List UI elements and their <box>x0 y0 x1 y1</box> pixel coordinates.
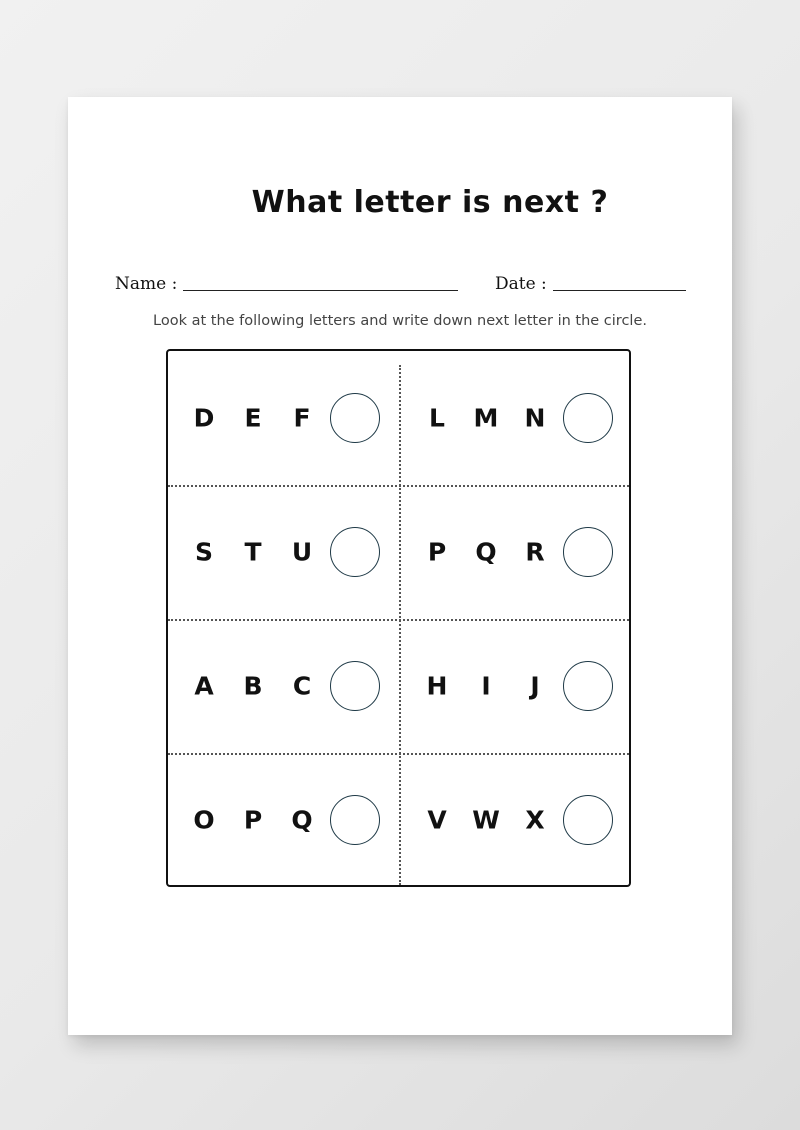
sequence-letter: P <box>427 537 447 566</box>
name-field <box>115 274 458 294</box>
sequence-letter: O <box>193 805 215 834</box>
answer-circle[interactable] <box>563 393 613 443</box>
sequence-letter: T <box>244 537 262 566</box>
answer-circle[interactable] <box>563 527 613 577</box>
sequence-cell <box>168 351 400 484</box>
date-field <box>495 274 686 294</box>
sequence-letter: B <box>243 671 263 700</box>
sequence-cell <box>168 753 400 886</box>
sequence-letter: M <box>473 403 499 432</box>
sequence-letter: Q <box>291 805 313 834</box>
sequence-letter: U <box>291 537 313 566</box>
sequence-letter: L <box>429 403 445 432</box>
sequence-cell <box>401 351 633 484</box>
sequence-letter: I <box>481 671 491 700</box>
answer-circle[interactable] <box>330 795 380 845</box>
sequence-letter: P <box>243 805 263 834</box>
sequence-cell <box>168 619 400 752</box>
answer-circle[interactable] <box>330 393 380 443</box>
sequence-letter: H <box>426 671 448 700</box>
sequence-letter: F <box>293 403 311 432</box>
sequence-cell <box>168 485 400 618</box>
sequence-letter: A <box>194 671 214 700</box>
sequence-cell <box>401 619 633 752</box>
name-line[interactable] <box>183 274 458 291</box>
answer-circle[interactable] <box>563 795 613 845</box>
sequence-letter: D <box>193 403 215 432</box>
answer-circle[interactable] <box>330 661 380 711</box>
sequence-letter: V <box>427 805 447 834</box>
instruction-text: Look at the following letters and write down next letter in the circle. <box>153 313 647 329</box>
sequence-cell <box>401 753 633 886</box>
sequence-letter: R <box>525 537 545 566</box>
name-label: Name : <box>115 274 178 294</box>
sequence-letter: C <box>292 671 312 700</box>
sequence-letter: Q <box>475 537 497 566</box>
sequence-letter: N <box>524 403 546 432</box>
answer-circle[interactable] <box>563 661 613 711</box>
sequence-letter: X <box>525 805 545 834</box>
sequence-letter: J <box>530 671 540 700</box>
worksheet-paper <box>68 97 732 1035</box>
date-line[interactable] <box>553 274 686 291</box>
sequence-letter: S <box>194 537 214 566</box>
letter-grid <box>166 349 631 887</box>
sequence-letter: E <box>244 403 262 432</box>
date-label: Date : <box>495 274 547 294</box>
sequence-letter: W <box>472 805 500 834</box>
sequence-cell <box>401 485 633 618</box>
answer-circle[interactable] <box>330 527 380 577</box>
worksheet-title: What letter is next ? <box>251 185 609 220</box>
